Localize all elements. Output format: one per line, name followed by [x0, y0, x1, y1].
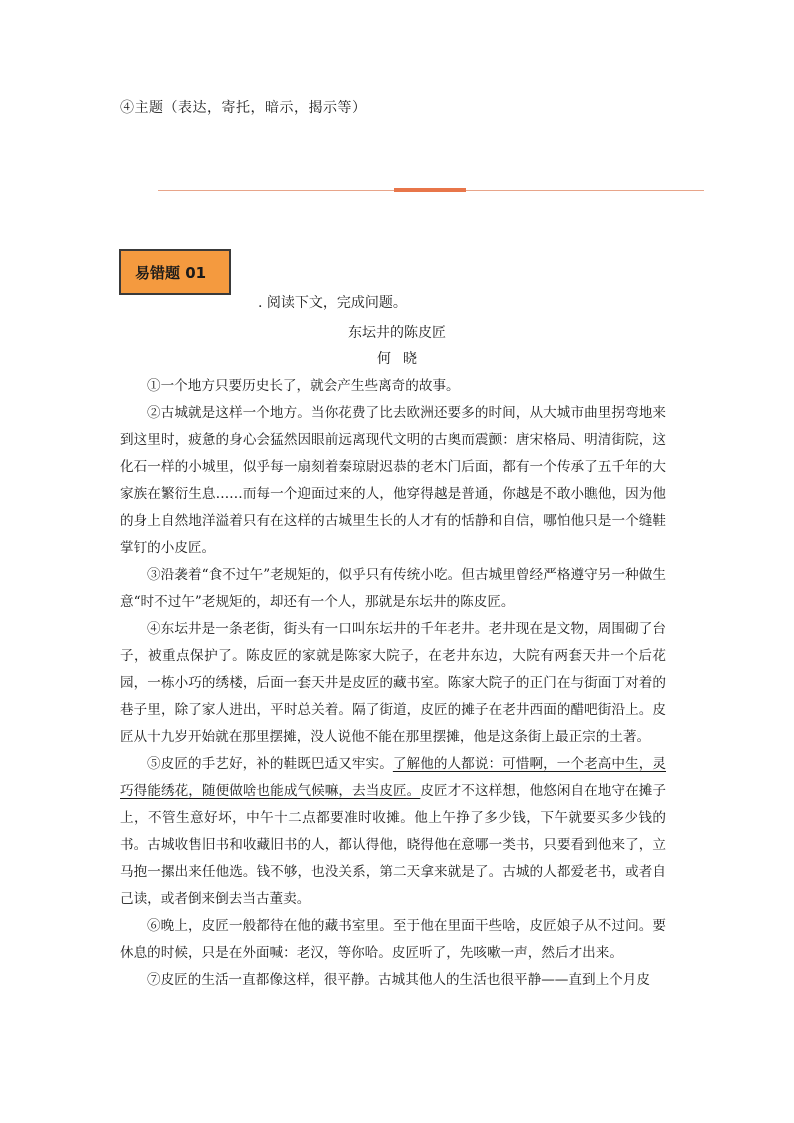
- header-line: ④主题（表达，寄托，暗示，揭示等）: [120, 100, 367, 116]
- paragraph-5-end: 皮匠才不这样想，他悠闲自在地守在摊子上，不管生意好坏，中午十二点都要准时收摊。他上午挣了多少钱，下午就要买多少钱的书。古城收售旧书和收藏旧书的人，都认得他，晓得他在意哪一类书，只要看到他来了，立马抱一摞出来任他选。钱不够，也没关系，第二天拿来就是了。古城的人都爱老书，或者自己读，或者倒来倒去当古董卖。: [120, 783, 667, 907]
- paragraph-6: ⑥晚上，皮匠一般都待在他的藏书室里。至于他在里面干些啥，皮匠娘子从不过问。要休息的时候，只是在外面喊：老汉，等你哈。皮匠听了，先咳嗽一声，然后才出来。: [120, 918, 666, 961]
- paragraph-4: ④东坛井是一条老街，街头有一口叫东坛井的千年老井。老井现在是文物，周围砌了台子，被重点保护了。陈皮匠的家就是陈家大院子，在老井东边，大院有两套天井一个后花园，一栋小巧的绣楼，后面一套天井是皮匠的藏书室。陈家大院子的正门在与街面丁对着的巷子里，除了家人进出，平时总关着。隔了街道，皮匠的摊子在老井西面的醋吧街沿上。皮匠从十九岁开始就在那里摆摊，没人说他不能在那里摆摊，他是这条街上最正宗的土著。: [120, 621, 666, 745]
- question-instruction: . 阅读下文，完成问题。: [258, 295, 407, 311]
- paragraph-1: ①一个地方只要历史长了，就会产生些离奇的故事。: [147, 378, 460, 394]
- underlined-sentence: 了解他的人都说：可惜啊，一个老高中生，灵巧得能绣花，随便做啥也能成气候嘛，去当皮匠。: [120, 756, 667, 799]
- article-title: 东坛井的陈皮匠: [348, 325, 446, 341]
- section-label: 易错题 01: [119, 249, 231, 295]
- paragraph-2: ②古城就是这样一个地方。当你花费了比去欧洲还要多的时间，从大城市曲里拐弯地来到这里时，疲惫的身心会猛然因眼前远离现代文明的古奥而震颤：唐宋格局、明清街院，这化石一样的小城里，似乎每一扇刻着秦琼尉迟恭的老木门后面，都有一个传承了五千年的大家族在繁衍生息……而每一个迎面过来的人，他穿得越是普通，你越是不敢小瞧他，因为他的身上自然地洋溢着只有在这样的古城里生长的人才有的恬静和自信，哪怕他只是一个缝鞋掌钉的小皮匠。: [120, 405, 666, 556]
- paragraph-3: ③沿袭着“食不过午”老规矩的，似乎只有传统小吃。但古城里曾经严格遵守另一种做生意“时不过午”老规矩的，却还有一个人，那就是东坛井的陈皮匠。: [120, 567, 666, 610]
- paragraph-5: [120, 751, 666, 913]
- paragraph-5-start: ⑤皮匠的手艺好，补的鞋既巴适又牢实。: [147, 756, 393, 772]
- article-body: [120, 373, 666, 994]
- section-divider-accent: [394, 188, 466, 192]
- article-author: 何晓: [377, 351, 429, 367]
- paragraph-7: ⑦皮匠的生活一直都像这样，很平静。古城其他人的生活也很平静——直到上个月皮: [147, 972, 650, 988]
